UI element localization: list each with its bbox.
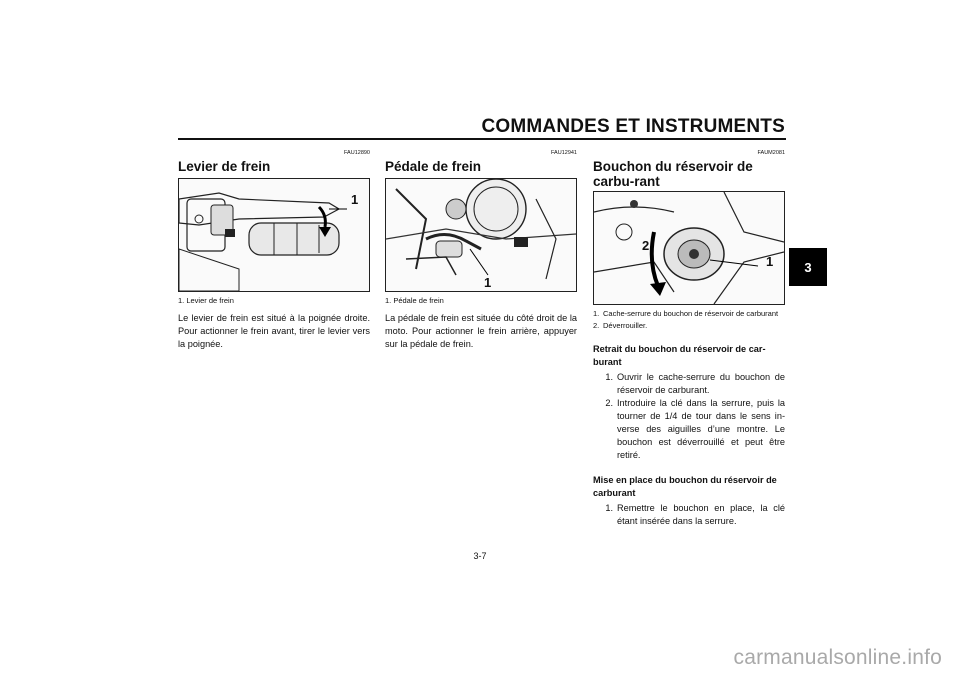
- section-fuel-tank-cap: [593, 150, 785, 528]
- figure-caption-list: [593, 309, 785, 331]
- callout-number: 1: [766, 254, 774, 269]
- page-header-title: COMMANDES ET INSTRUMENTS: [481, 116, 785, 137]
- section-title: Pédale de frein: [385, 159, 482, 174]
- figure-caption: 1. Pédale de frein: [385, 296, 444, 305]
- caption-item: 1. Cache-serrure du bouchon de réservoir de carburant: [593, 309, 779, 318]
- header-rule: [178, 138, 786, 140]
- callout-number: 1: [484, 275, 492, 290]
- chapter-tab: 3: [789, 248, 827, 286]
- step-item: 1. Ouvrir le cache-serrure du bouchon de réservoir de carburant.: [605, 372, 785, 395]
- installation-steps: [593, 502, 785, 528]
- step-item: 1. Remettre le bouchon en place, la clé étant insérée dans la serrure.: [605, 503, 785, 526]
- section-brake-lever: [178, 150, 370, 351]
- section-title: Bouchon du réservoir de carbu-rant: [593, 159, 753, 189]
- subsection-title-removal: Retrait du bouchon du réservoir de car-burant: [593, 344, 766, 367]
- callout-number: 2: [642, 238, 650, 253]
- callout-number: 1: [351, 192, 359, 207]
- section-title: Levier de frein: [178, 159, 271, 174]
- brake-pedal-illustration: [385, 178, 577, 292]
- section-code: FAU12890: [344, 150, 370, 156]
- section-brake-pedal: [385, 150, 577, 351]
- removal-steps: [593, 371, 785, 462]
- watermark: carmanualsonline.info: [733, 646, 942, 669]
- body-text: La pédale de frein est située du côté droit de la moto. Pour actionner le frein arrière, appuyer sur la pédale de frein.: [385, 313, 577, 349]
- brake-lever-illustration: [178, 178, 370, 292]
- section-code: FAU12941: [551, 150, 577, 156]
- page-number: 3-7: [473, 551, 487, 561]
- figure-caption: 1. Levier de frein: [178, 296, 234, 305]
- fuel-cap-illustration: [593, 191, 785, 305]
- body-text: Le levier de frein est situé à la poignée droite. Pour actionner le frein avant, tirer le levier vers la poignée.: [178, 313, 370, 349]
- subsection-title-installation: Mise en place du bouchon du réservoir de carburant: [593, 475, 777, 498]
- caption-item: 2. Déverrouiller.: [593, 321, 648, 330]
- step-item: 2. Introduire la clé dans la serrure, puis la tourner de 1/4 de tour dans le sens in-verse des aiguilles d’une montre. Le bouchon est déverrouillé et peut être retiré.: [605, 398, 785, 460]
- section-code: FAUM2081: [757, 150, 785, 156]
